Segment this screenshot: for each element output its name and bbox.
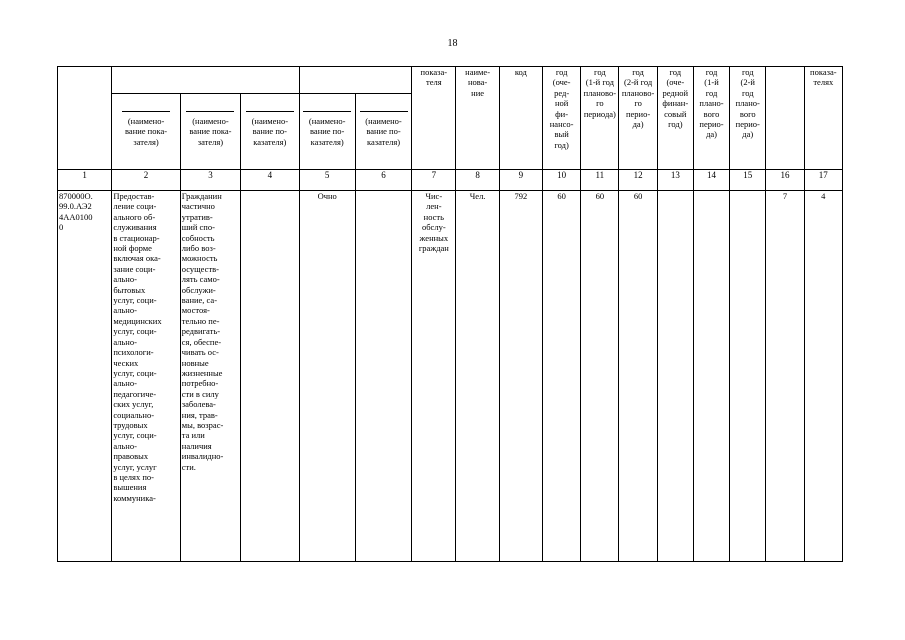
- recipient-category: Гражданин частично утратив- ший спо- собность либо воз- можность осуществ- лять само- обслужи- вание, са- мостоя- тельно пе- редвигать- ся, обеспе- чивать ос- новные жизненные потребно- сти в силу заболева- ния, трав- мы, возрас- та или наличия инвалидно- сти.: [180, 191, 240, 562]
- subheader-cell-2: [112, 94, 180, 170]
- table-row: [58, 191, 843, 562]
- subheader-label: (наимено- вание по- казателя): [308, 116, 346, 147]
- service-indicators-table: [57, 66, 843, 562]
- blank-line: [122, 111, 170, 112]
- registry-code: 870000О. 99.0.АЭ2 4АА0100 0: [58, 191, 112, 562]
- column-number: 4: [241, 170, 299, 191]
- header-cell-13: год (оче- редной финан- совый год): [657, 67, 693, 170]
- column-number-row: [58, 170, 843, 191]
- blank-line: [246, 111, 294, 112]
- fee-plan-year-2: [730, 191, 766, 562]
- fee-current-year: [657, 191, 693, 562]
- header-cell-16: [766, 67, 804, 170]
- column-number: 8: [456, 170, 499, 191]
- blank-line: [186, 111, 234, 112]
- header-cell-10: год (оче- ред- ной фи- нансо- вый год): [543, 67, 581, 170]
- subheader-label: (наимено- вание по- казателя): [251, 116, 289, 147]
- column-number: 1: [58, 170, 112, 191]
- column-number: 11: [581, 170, 619, 191]
- column-number: 16: [766, 170, 804, 191]
- header-cell-17: показа- телях: [804, 67, 842, 170]
- column-number: 5: [299, 170, 355, 191]
- subheader-cell-5: [299, 94, 355, 170]
- deviation-absolute: 4: [804, 191, 842, 562]
- subheader-label: (наимено- вание по- казателя): [365, 116, 402, 147]
- header-cell-9: код: [499, 67, 542, 170]
- service-description: Предостав- ление соци- ального об- служивания в стационар- ной форме включая ока- зание соци- ально- бытовых услуг, соци- ально- медицинских услуг, соци- ально- психологи- ческих услуг, соци- ально- педагогиче- ских услуг, социально- трудовых услуг, соци- ально- правовых услуг, услуг в целях по- вышения коммуника-: [112, 191, 180, 562]
- column-number: 3: [180, 170, 240, 191]
- unit-name: Чел.: [456, 191, 499, 562]
- column-number: 13: [657, 170, 693, 191]
- indicator-name: Чис- лен- ность обслу- женных граждан: [412, 191, 456, 562]
- subheader-cell-4: [241, 94, 299, 170]
- header-cell-14: год (1-й год плано- вого перио- да): [693, 67, 729, 170]
- blank-line: [303, 111, 351, 112]
- value-plan-year-1: 60: [581, 191, 619, 562]
- page-number: 18: [447, 38, 458, 49]
- header-cell-1: [58, 67, 112, 170]
- header-cell-11: год (1-й год планово- го периода): [581, 67, 619, 170]
- value-plan-year-2: 60: [619, 191, 657, 562]
- column-number: 7: [412, 170, 456, 191]
- column-number: 15: [730, 170, 766, 191]
- subheader-label: (наимено- вание пока- зателя): [125, 116, 168, 147]
- column-number: 10: [543, 170, 581, 191]
- fee-plan-year-1: [693, 191, 729, 562]
- okei-code: 792: [499, 191, 542, 562]
- deviation-percent: 7: [766, 191, 804, 562]
- header-cell-8: наиме- нова- ние: [456, 67, 499, 170]
- header-cell-15: год (2-й год плано- вого перио- да): [730, 67, 766, 170]
- column-number: 17: [804, 170, 842, 191]
- header-group-content: [112, 67, 299, 94]
- service-form: Очно: [299, 191, 355, 562]
- header-cell-12: год (2-й год планово- го перио- да): [619, 67, 657, 170]
- value-current-year: 60: [543, 191, 581, 562]
- cell-4: [241, 191, 299, 562]
- column-number: 14: [693, 170, 729, 191]
- cell-6: [355, 191, 411, 562]
- column-number: 6: [355, 170, 411, 191]
- column-number: 12: [619, 170, 657, 191]
- subheader-label: (наимено- вание пока- зателя): [189, 116, 232, 147]
- column-number: 9: [499, 170, 542, 191]
- header-cell-7: показа- теля: [412, 67, 456, 170]
- column-number: 2: [112, 170, 180, 191]
- header-row-top: [58, 67, 843, 94]
- blank-line: [360, 111, 408, 112]
- header-group-conditions: [299, 67, 412, 94]
- subheader-cell-3: [180, 94, 240, 170]
- subheader-cell-6: [355, 94, 411, 170]
